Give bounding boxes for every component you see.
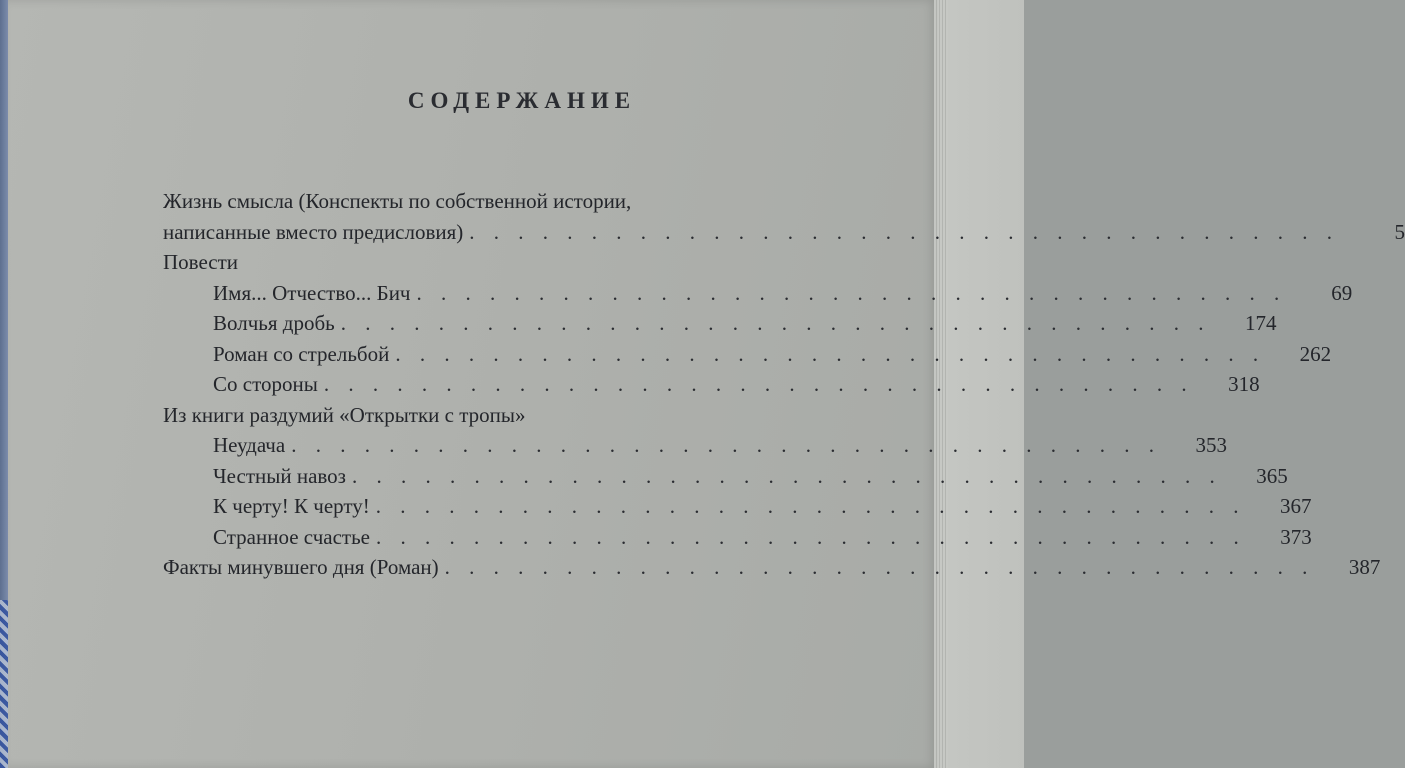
toc-entry-label: Странное счастье	[213, 524, 370, 549]
leader-dots: . . . . . . . . . . . . . . . . . . . . . . . . . . . . . . . . . . . .	[291, 433, 1161, 457]
toc-page-number: 69	[1331, 280, 1353, 305]
toc-page-number: 367	[1280, 494, 1312, 518]
leader-dots: . . . . . . . . . . . . . . . . . . . . . . . . . . . . . . . . . . . .	[469, 219, 1340, 244]
toc-page-number: 318	[1228, 372, 1260, 396]
toc-entry-label: Факты минувшего дня (Роман)	[163, 555, 439, 579]
toc-entry-label: Со стороны	[213, 372, 318, 396]
leader-dots: . . . . . . . . . . . . . . . . . . . . . . . . . . . . . . . . . . . .	[323, 372, 1194, 396]
toc-entry-9	[163, 522, 1312, 553]
toc-entry-label: К черту! К черту!	[213, 494, 370, 518]
toc-entry-8	[163, 491, 1312, 522]
leader-dots: . . . . . . . . . . . . . . . . . . . . . . . . . . . . . . . . . . . .	[395, 341, 1266, 366]
toc-entry-label: Роман со стрельбой	[213, 341, 390, 366]
toc-section-povesti	[163, 247, 853, 278]
toc-entry-10	[163, 552, 1381, 583]
toc-page-number: 5	[1394, 219, 1405, 244]
leader-dots: . . . . . . . . . . . . . . . . . . . . . . . . . . . . . . . . . . . .	[416, 280, 1287, 305]
leader-dots: . . . . . . . . . . . . . . . . . . . . . . . . . . . . . . . . . . . .	[340, 311, 1211, 335]
toc-entry-5	[163, 369, 1260, 400]
leader-dots: . . . . . . . . . . . . . . . . . . . . . . . . . . . . . . . . . . . .	[375, 494, 1246, 518]
leader-dots: . . . . . . . . . . . . . . . . . . . . . . . . . . . . . . . . . . . .	[375, 524, 1246, 549]
toc-page-number: 365	[1256, 463, 1288, 488]
toc-section-otkrytki	[163, 400, 853, 431]
toc-entry-label: Неудача	[213, 433, 286, 457]
toc-page-number: 387	[1348, 555, 1381, 579]
toc-heading: СОДЕРЖАНИЕ	[407, 88, 637, 113]
toc-page-number: 174	[1244, 311, 1277, 335]
toc-entry-label: Честный навоз	[213, 463, 346, 488]
toc-entry-label: написанные вместо предисловия)	[163, 219, 464, 244]
leader-dots: . . . . . . . . . . . . . . . . . . . . . . . . . . . . . . . . . . . .	[444, 555, 1315, 579]
toc-entry-label: Имя... Отчество... Бич	[213, 280, 411, 305]
toc-entry-2	[163, 278, 1353, 309]
toc-page-number: 353	[1195, 433, 1227, 457]
table-of-contents	[163, 186, 1405, 583]
toc-section-label: Из книги раздумий «Открытки с тропы»	[163, 402, 526, 427]
toc-section-label: Повести	[163, 250, 239, 274]
toc-entry-4	[163, 339, 1332, 370]
toc-entry-label: Волчья дробь	[213, 311, 335, 335]
toc-page-number: 262	[1299, 341, 1332, 366]
toc-entry-label: Жизнь смысла (Конспекты по собственной истории,	[163, 189, 632, 213]
toc-entry-6	[163, 430, 1227, 461]
toc-entry-1-line-2	[163, 217, 1405, 248]
toc-entry-7	[163, 461, 1288, 492]
toc-entry-1-line-1	[163, 186, 853, 217]
leader-dots: . . . . . . . . . . . . . . . . . . . . . . . . . . . . . . . . . . . .	[351, 463, 1222, 488]
toc-page-number: 373	[1280, 524, 1312, 549]
toc-entry-3	[163, 308, 1277, 339]
